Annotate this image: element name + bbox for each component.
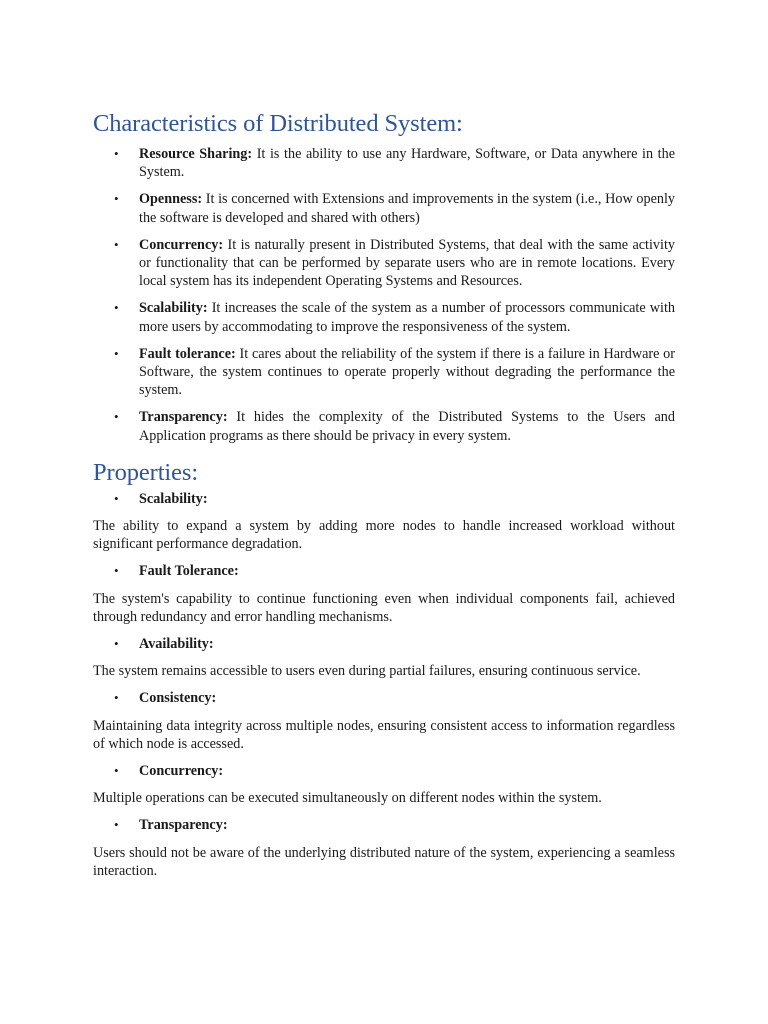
characteristic-term: Resource Sharing: bbox=[139, 146, 253, 162]
property-description: The system's capability to continue functioning even when individual components fail, achieved through redundancy and error handling mechanisms. bbox=[93, 590, 675, 625]
characteristic-text: It is concerned with Extensions and improvements in the system (i.e., How openly the software is developed and shared with others) bbox=[139, 191, 675, 226]
characteristic-text: It is naturally present in Distributed Systems, that deal with the same activity or functionality that can be performed by separate users who are in remote locations. Every local system has its independent Operating Systems and Resources. bbox=[139, 236, 675, 290]
bullet-icon: • bbox=[114, 563, 119, 579]
property-item bbox=[93, 490, 675, 554]
property-title: Concurrency: bbox=[139, 763, 224, 780]
characteristic-term: Scalability: bbox=[139, 300, 208, 317]
characteristic-text: It hides the complexity of the Distributed Systems to the Users and Application programs as there should be privacy in every system. bbox=[139, 409, 675, 444]
property-description: Maintaining data integrity across multiple nodes, ensuring consistent access to information regardless of which node is accessed. bbox=[93, 717, 675, 752]
property-item bbox=[93, 689, 675, 753]
bullet-icon: • bbox=[114, 146, 119, 161]
bullet-icon: • bbox=[114, 690, 119, 706]
list-item bbox=[93, 145, 675, 181]
list-item bbox=[93, 236, 675, 291]
characteristic-text: It is the ability to use any Hardware, Software, or Data anywhere in the System. bbox=[139, 146, 675, 181]
property-title: Consistency: bbox=[139, 690, 217, 707]
property-item bbox=[93, 635, 675, 680]
bullet-icon: • bbox=[114, 763, 119, 779]
characteristics-list bbox=[93, 145, 675, 445]
properties-heading: Properties: bbox=[93, 458, 199, 486]
property-description: The ability to expand a system by adding more nodes to handle increased workload without significant performance degradation. bbox=[93, 518, 675, 553]
characteristic-term: Openness: bbox=[139, 191, 203, 208]
property-title-row bbox=[93, 635, 675, 653]
property-description: The system remains accessible to users even during partial failures, ensuring continuous service. bbox=[93, 663, 641, 680]
characteristics-heading: Characteristics of Distributed System: bbox=[93, 110, 463, 137]
property-title-row bbox=[93, 816, 675, 834]
property-item bbox=[93, 762, 675, 807]
property-title: Fault Tolerance: bbox=[139, 563, 239, 580]
list-item bbox=[93, 190, 675, 226]
characteristic-term: Fault tolerance: bbox=[139, 345, 236, 362]
property-title-row bbox=[93, 562, 675, 580]
property-title-row bbox=[93, 689, 675, 707]
bullet-icon: • bbox=[114, 817, 119, 833]
properties-list bbox=[93, 490, 675, 880]
list-item bbox=[93, 299, 675, 335]
property-title-row bbox=[93, 490, 675, 508]
list-item bbox=[93, 345, 675, 400]
property-title: Transparency: bbox=[139, 817, 228, 834]
document-page bbox=[93, 108, 675, 889]
bullet-icon: • bbox=[114, 636, 119, 652]
list-item bbox=[93, 408, 675, 444]
bullet-icon: • bbox=[114, 345, 119, 361]
bullet-icon: • bbox=[114, 236, 119, 252]
bullet-icon: • bbox=[114, 191, 119, 207]
bullet-icon: • bbox=[114, 409, 119, 425]
property-title: Availability: bbox=[139, 636, 214, 653]
property-description: Multiple operations can be executed simultaneously on different nodes within the system. bbox=[93, 790, 602, 807]
characteristic-term: Transparency: bbox=[139, 409, 228, 426]
property-title: Scalability: bbox=[139, 490, 208, 507]
property-item bbox=[93, 816, 675, 880]
property-title-row bbox=[93, 762, 675, 780]
property-description: Users should not be aware of the underlying distributed nature of the system, experiencing a seamless interaction. bbox=[93, 844, 675, 879]
bullet-icon: • bbox=[114, 490, 119, 506]
characteristic-text: It increases the scale of the system as a number of processors communicate with more users by accommodating to improve the responsiveness of the system. bbox=[139, 300, 675, 335]
characteristic-text: It cares about the reliability of the system if there is a failure in Hardware or Software, the system continues to operate properly without degrading the performance the system. bbox=[139, 345, 675, 399]
characteristic-term: Concurrency: bbox=[139, 236, 224, 253]
bullet-icon: • bbox=[114, 300, 119, 316]
property-item bbox=[93, 562, 675, 626]
